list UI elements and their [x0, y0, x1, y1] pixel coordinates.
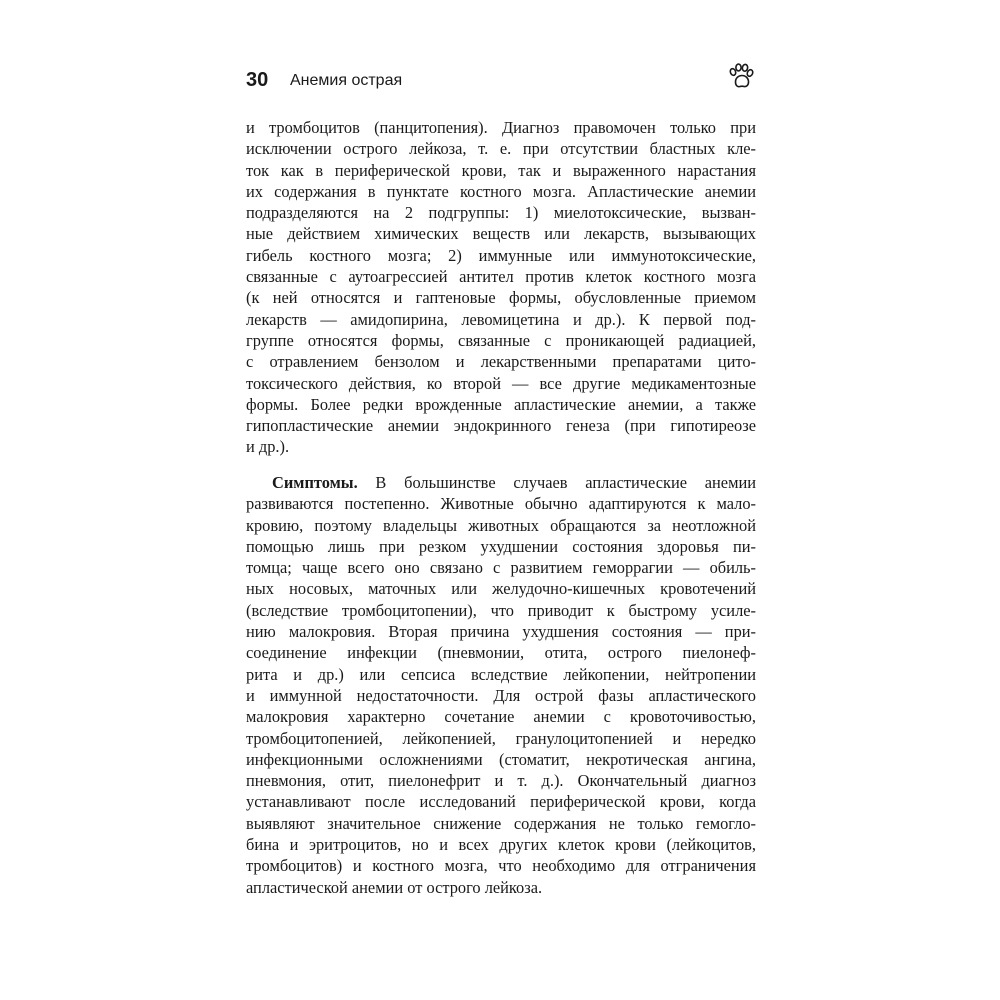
text-line: помощью лишь при резком ухудшении состояния здоровья пи- [246, 536, 756, 556]
text-line: тромбоцитопенией, лейкопенией, гранулоцитопенией и нередко [246, 728, 756, 748]
text-line: апластической анемии от острого лейкоза. [246, 877, 543, 897]
text-line: связанные с аутоагрессией антител против клеток костного мозга [246, 267, 756, 287]
text-line: ных носовых, маточных или желудочно-кишечных кровотечений [246, 579, 756, 599]
section-run-in-heading: Симптомы. [272, 473, 358, 492]
text-line: соединение инфекции (пневмонии, отита, острого пиелонеф- [246, 643, 756, 663]
text-line: с отравлением бензолом и лекарственными препаратами цито- [246, 352, 756, 372]
running-title: Анемия острая [290, 72, 403, 89]
page-header [246, 62, 756, 102]
text-line: их содержания в пунктате костного мозга. Апластические анемии [246, 181, 756, 201]
symptoms-paragraph [246, 472, 756, 898]
text-line: тромбоцитов) и костного мозга, что необходимо для отграничения [246, 856, 756, 876]
text-line: малокровия характерно сочетание анемии с кровоточивостью, [246, 707, 756, 727]
text-line: кровию, поэтому владельцы животных обращаются за неотложной [246, 515, 756, 535]
text-line: и др.). [246, 437, 290, 457]
text-line: гипопластические анемии эндокринного генеза (при гипотиреозе [246, 416, 756, 436]
text-line: ток как в периферической крови, так и выраженного нарастания [246, 160, 756, 180]
text-line: устанавливают после исследований периферической крови, когда [246, 792, 756, 812]
text-line-first [246, 472, 756, 493]
text-line: лекарств — амидопирина, левомицетина и др.). К первой под- [246, 309, 756, 329]
text-line: ные действием химических веществ или лекарств, вызывающих [246, 224, 756, 244]
text-line: и тромбоцитов (панцитопения). Диагноз правомочен только при [246, 118, 756, 137]
page-number: 30 [246, 69, 269, 91]
text-line: рита и др.) или сепсиса вследствие лейкопении, нейтропении [246, 664, 756, 684]
paw-print-icon [726, 62, 756, 92]
text-line-rest: В большинстве случаев апластические анемии [357, 473, 756, 492]
body-paragraph [246, 117, 756, 458]
text-line: развиваются постепенно. Животные обычно адаптируются к мало- [246, 494, 756, 514]
text-line: подразделяются на 2 подгруппы: 1) миелотоксические, вызван- [246, 203, 756, 223]
text-line: группе относятся формы, связанные с проникающей радиацией, [246, 330, 756, 350]
text-line: нию малокровия. Вторая причина ухудшения состояния — при- [246, 622, 756, 642]
text-line: (вследствие тромбоцитопении), что приводит к быстрому усиле- [246, 600, 756, 620]
text-line: инфекционными осложнениями (стоматит, некротическая ангина, [246, 749, 756, 769]
text-line: токсического действия, ко второй — все другие медикаментозные [246, 373, 756, 393]
text-line: (к ней относятся и гаптеновые формы, обусловленные приемом [246, 288, 756, 308]
text-line: пневмония, отит, пиелонефрит и т. д.). Окончательный диагноз [246, 771, 756, 791]
text-line: и иммунной недостаточности. Для острой фазы апластического [246, 685, 756, 705]
text-line: исключении острого лейкоза, т. е. при отсутствии бластных кле- [246, 139, 756, 159]
text-line: формы. Более редки врожденные апластические анемии, а также [246, 394, 756, 414]
text-line: гибель костного мозга; 2) иммунные или иммунотоксические, [246, 245, 756, 265]
text-line: выявляют значительное снижение содержания не только гемогло- [246, 813, 756, 833]
text-line: бина и эритроцитов, но и всех других клеток крови (лейкоцитов, [246, 835, 756, 855]
text-line: томца; чаще всего оно связано с развитием геморрагии — обиль- [246, 558, 756, 578]
